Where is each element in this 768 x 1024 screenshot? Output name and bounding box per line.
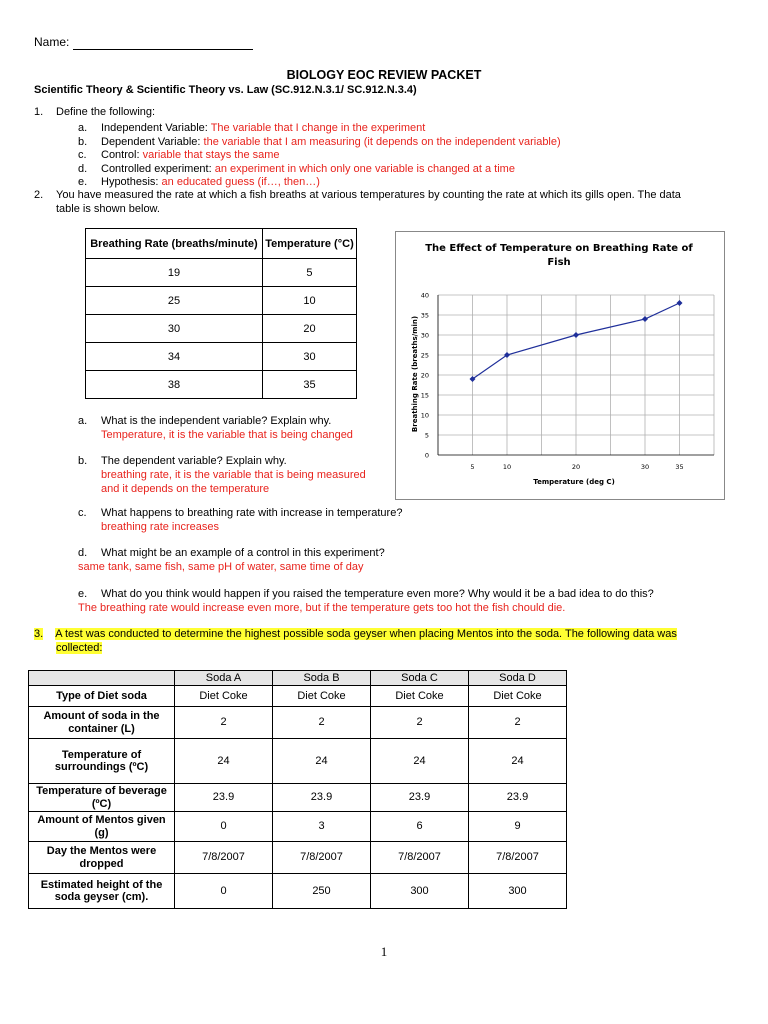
table-row	[29, 686, 567, 707]
q2-prompt-line2: table is shown below.	[56, 203, 160, 215]
chart-title-line2: Fish	[547, 257, 571, 268]
table-row	[86, 259, 357, 287]
table-cell: 3	[273, 812, 371, 842]
table-row	[86, 371, 357, 399]
y-tick-label: 15	[420, 391, 429, 400]
answer-text: breathing rate, it is the variable that is being measured	[101, 469, 366, 481]
answer-text: breathing rate increases	[101, 521, 220, 533]
row-label: Estimated height of the soda geyser (cm).	[29, 874, 175, 909]
table-cell: 2	[273, 707, 371, 739]
q3-number: 3.	[34, 628, 44, 640]
y-tick-label: 5	[424, 431, 429, 440]
name-blank-line	[73, 37, 253, 50]
q1-prompt-text: Define the following:	[56, 106, 156, 118]
item-letter: a.	[78, 415, 88, 427]
name-label: Name:	[34, 35, 70, 49]
question-text: What might be an example of a control in this experiment?	[101, 547, 385, 559]
table-cell: 5	[262, 259, 356, 287]
item-letter: d.	[78, 162, 88, 175]
table-row	[86, 287, 357, 315]
table-cell: 2	[469, 707, 567, 739]
breathing-rate-table	[85, 228, 357, 399]
item-letter: c.	[78, 507, 87, 519]
data-point	[573, 332, 579, 338]
definition-body	[101, 122, 425, 136]
item-letter: b.	[78, 135, 88, 148]
item-letter: d.	[78, 547, 88, 559]
q3-prompt	[34, 628, 677, 642]
table-cell: 24	[273, 739, 371, 784]
definition-body	[101, 163, 515, 177]
soda-table-corner	[29, 671, 175, 686]
y-tick-label: 0	[424, 451, 429, 460]
table-header-breathing-rate: Breathing Rate (breaths/minute)	[86, 229, 263, 259]
table-cell: 10	[262, 287, 356, 315]
question-text: The dependent variable? Explain why.	[101, 455, 287, 467]
definition-answer: the variable that I am measuring (it depends on the independent variable)	[203, 135, 561, 148]
x-tick-label: 30	[640, 463, 650, 471]
chart-svg	[396, 232, 724, 499]
chart-grid	[438, 295, 714, 455]
definition-body	[101, 176, 320, 190]
table-cell: 30	[262, 343, 356, 371]
definition-body	[101, 136, 561, 150]
table-cell: Diet Coke	[175, 686, 273, 707]
breathing-rate-chart	[395, 231, 725, 500]
table-cell: 24	[371, 739, 469, 784]
y-tick-label: 30	[420, 331, 429, 340]
definition-term: Hypothesis:	[101, 176, 162, 189]
soda-column-header: Soda A	[175, 671, 273, 686]
table-cell: 7/8/2007	[273, 842, 371, 874]
table-cell: 300	[469, 874, 567, 909]
row-label: Type of Diet soda	[29, 686, 175, 707]
table-row	[29, 784, 567, 812]
q1-number: 1.	[34, 106, 44, 118]
table-cell: 25	[86, 287, 263, 315]
table-cell: 19	[86, 259, 263, 287]
table-cell: 300	[371, 874, 469, 909]
definition-answer: an experiment in which only one variable is changed at a time	[214, 162, 515, 175]
row-label: Amount of Mentos given (g)	[29, 812, 175, 842]
table-cell: 24	[175, 739, 273, 784]
data-point	[642, 316, 648, 322]
table-cell: 20	[262, 315, 356, 343]
table-cell: 0	[175, 874, 273, 909]
definition-term: Independent Variable:	[101, 122, 211, 134]
table-cell: Diet Coke	[371, 686, 469, 707]
item-letter: c.	[78, 149, 87, 162]
soda-column-header: Soda D	[469, 671, 567, 686]
x-tick-label: 35	[675, 463, 684, 471]
chart-x-axis-label: Temperature (deg C)	[533, 478, 615, 486]
definition-answer: an educated guess (if…, then…)	[161, 176, 320, 189]
table-cell: 23.9	[371, 784, 469, 812]
item-letter: e.	[78, 176, 88, 189]
item-letter: b.	[78, 455, 88, 467]
question-text: What is the independent variable? Explain why.	[101, 415, 332, 427]
data-point	[677, 300, 683, 306]
table-cell: 34	[86, 343, 263, 371]
soda-geyser-table	[28, 670, 567, 909]
q3-prompt-line2-wrap	[56, 642, 102, 656]
table-cell: 9	[469, 812, 567, 842]
table-cell: 30	[86, 315, 263, 343]
table-cell: 35	[262, 371, 356, 399]
table-row	[29, 842, 567, 874]
table-cell: 0	[175, 812, 273, 842]
y-tick-label: 25	[420, 351, 429, 360]
x-tick-label: 10	[502, 463, 512, 471]
table-cell: 38	[86, 371, 263, 399]
table-cell: Diet Coke	[469, 686, 567, 707]
table-cell: 7/8/2007	[371, 842, 469, 874]
definition-body	[101, 149, 280, 163]
table-cell: 2	[175, 707, 273, 739]
table-cell: 7/8/2007	[175, 842, 273, 874]
table-cell: 24	[469, 739, 567, 784]
table-row	[29, 812, 567, 842]
q2-number: 2.	[34, 189, 44, 201]
name-field	[34, 36, 253, 50]
y-tick-label: 10	[420, 411, 429, 420]
q2-prompt-line1: You have measured the rate at which a fish breaths at various temperatures by counting the rate at which its gills open. The data	[56, 189, 681, 201]
table-cell: 7/8/2007	[469, 842, 567, 874]
x-tick-label: 20	[571, 463, 581, 471]
answer-text: Temperature, it is the variable that is being changed	[101, 429, 353, 441]
table-cell: 23.9	[273, 784, 371, 812]
q3-prompt-line2: collected:	[56, 642, 103, 654]
row-label: Amount of soda in the container (L)	[29, 707, 175, 739]
answer-text: and it depends on the temperature	[101, 482, 270, 495]
page-title: BIOLOGY EOC REVIEW PACKET	[286, 68, 482, 82]
soda-column-header: Soda C	[371, 671, 469, 686]
row-label: Temperature of surroundings (ºC)	[29, 739, 175, 784]
soda-column-header: Soda B	[273, 671, 371, 686]
item-letter: e.	[78, 588, 88, 600]
section-subtitle: Scientific Theory & Scientific Theory vs. Law (SC.912.N.3.1/ SC.912.N.3.4)	[34, 84, 417, 96]
table-row	[86, 343, 357, 371]
row-label: Temperature of beverage (ºC)	[29, 784, 175, 812]
y-tick-label: 40	[420, 291, 429, 300]
table-cell: 23.9	[175, 784, 273, 812]
table-row	[29, 707, 567, 739]
definition-answer: variable that stays the same	[142, 149, 280, 162]
y-tick-label: 35	[420, 311, 429, 320]
question-text: What happens to breathing rate with increase in temperature?	[101, 507, 403, 519]
table-cell: 2	[371, 707, 469, 739]
question-text: What do you think would happen if you raised the temperature even more? Why would it be a bad idea to do this?	[101, 588, 654, 600]
chart-y-axis-label: Breathing Rate (breaths/min)	[411, 315, 419, 433]
q3-prompt-line1: A test was conducted to determine the highest possible soda geyser when placing Mentos into the soda. The following data was	[55, 628, 677, 640]
y-tick-label: 20	[420, 371, 429, 380]
definition-term: Controlled experiment:	[101, 162, 215, 175]
table-row	[29, 874, 567, 909]
table-cell: 23.9	[469, 784, 567, 812]
definition-term: Control:	[101, 149, 143, 162]
table-cell: Diet Coke	[273, 686, 371, 707]
table-row	[29, 739, 567, 784]
soda-table-header-row	[29, 671, 567, 686]
table-cell: 6	[371, 812, 469, 842]
row-label: Day the Mentos were dropped	[29, 842, 175, 874]
x-tick-label: 5	[470, 463, 475, 471]
table-row	[86, 315, 357, 343]
definition-answer: The variable that I change in the experiment	[210, 122, 426, 134]
answer-text: same tank, same fish, same pH of water, same time of day	[78, 561, 364, 573]
page-number: 1	[380, 944, 388, 959]
table-header-temperature: Temperature (°C)	[262, 229, 356, 259]
chart-title-line1: The Effect of Temperature on Breathing Rate of	[425, 243, 693, 254]
table-cell: 250	[273, 874, 371, 909]
answer-text: The breathing rate would increase even more, but if the temperature gets too hot the fish chould die.	[78, 602, 566, 614]
item-letter: a.	[78, 122, 88, 134]
definition-term: Dependent Variable:	[101, 135, 204, 148]
